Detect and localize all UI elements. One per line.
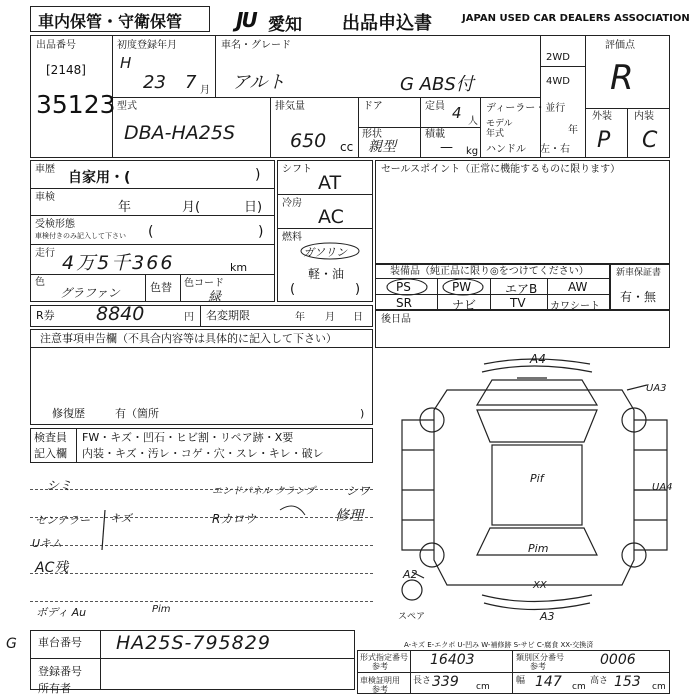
class-sub: 参考 [530, 662, 546, 671]
inspection-month: 月( [182, 200, 201, 215]
receipt-label: 受検形態 [35, 219, 75, 230]
recycle-value: 8840 [96, 303, 145, 325]
warranty-label: 新車保証書 [616, 268, 662, 278]
model-year-unit: 年 [568, 125, 578, 136]
capacity-unit: 人 [468, 116, 478, 127]
height-label: 高さ [590, 676, 609, 686]
owner-label: 所有者 [38, 682, 71, 695]
mark-ua4: UA4 [652, 482, 673, 493]
inspector-label1: 検査員 [34, 431, 67, 444]
chassis-value: HA25S-795829 [116, 632, 271, 654]
color-value: グラファン [60, 286, 120, 300]
history-label: 車歴 [35, 164, 55, 175]
diagram-legend: A-キズ E-エクボ U-凹み W-補修跡 S-サビ C-腐食 XX-交換済 [404, 641, 594, 649]
recycle-label: R券 [36, 309, 55, 322]
form-subtitle: JAPAN USED CAR DEALERS ASSOCIATION [462, 13, 690, 24]
load-value: — [440, 140, 453, 155]
ac-value: AC [318, 206, 344, 228]
name-change-label: 名変期限 [206, 309, 250, 322]
model-label: 車名・グレード [221, 40, 291, 51]
notes-label: 注意事項申告欄（不具合内容等は具体的に記入して下さい） [40, 332, 337, 345]
history-value: 自家用・( [68, 170, 131, 186]
mark-a2: A2 [403, 568, 418, 581]
backs-label: 後日品 [381, 314, 411, 325]
shape-label: 形状 [362, 129, 382, 140]
note-stain: シミ [46, 479, 73, 494]
equip-pw: PW [452, 280, 472, 294]
receipt-note: 車検付きのみ記入して下さい [35, 232, 126, 240]
interior-label: 内装 [634, 111, 654, 122]
class-label: 類別区分番号 [516, 653, 564, 662]
equipment-circles [385, 277, 525, 297]
note-pim: Pim [152, 604, 171, 615]
note-wrinkle: シワ [346, 484, 371, 498]
mileage-value: 4万5千366 [62, 252, 175, 274]
fuel-gasoline: ガソリン [303, 246, 347, 259]
length-label: 長さ [413, 676, 432, 686]
note-r-karou: Rカロウ [212, 512, 257, 526]
inspector-label2: 記入欄 [34, 447, 67, 460]
mileage-unit: km [230, 261, 248, 274]
displacement-unit: cc [340, 140, 354, 154]
lot-label: 出品番号 [36, 40, 76, 51]
doors-label: ドア [363, 101, 383, 112]
shift-label: シフト [282, 164, 312, 175]
lot-small-number: [2148] [46, 63, 86, 77]
model-name: アルト [232, 72, 286, 93]
spec-label: 形式指定番号 [360, 653, 408, 662]
mark-pim: Pim [528, 542, 549, 555]
form-title: 出品申込書 [342, 13, 432, 34]
mark-a4-front: A4 [530, 352, 546, 366]
mark-xx: XX [533, 580, 547, 591]
registration-era: H [120, 54, 132, 72]
repair-label: 修復歴 [52, 407, 85, 420]
spec-sub: 参考 [372, 662, 388, 671]
note-strokes [30, 470, 350, 610]
fuel-diesel: 軽・油 [308, 267, 345, 281]
grade-score-label: 評価点 [605, 40, 635, 51]
ac-label: 冷房 [282, 198, 302, 209]
capacity-label: 定員 [425, 101, 445, 112]
class-value: 0006 [600, 652, 636, 668]
length-value: 339 [432, 674, 459, 690]
name-change-month: 月 [325, 312, 335, 323]
length-unit: cm [476, 682, 490, 692]
margin-mark: G [6, 636, 17, 652]
note-ac: AC残 [35, 560, 69, 576]
cert-sub: 参考 [372, 685, 388, 694]
reg-no-label: 登録番号 [38, 665, 82, 678]
inspection-year: 年 [118, 200, 132, 215]
inspection-day: 日) [244, 200, 263, 215]
displacement-value: 650 [290, 130, 327, 152]
inspector-row1: FW・キズ・凹石・ヒビ割・リペア跡・X要 [82, 431, 294, 444]
handle-label: ハンドル [486, 144, 526, 155]
shape-value: 親型 [368, 139, 396, 155]
backs-box [375, 310, 670, 348]
ju-logo: JU [236, 8, 256, 32]
fuel-circle [300, 242, 360, 260]
registration-month-unit: 月 [200, 85, 210, 96]
load-unit: kg [466, 146, 479, 157]
registration-year: 23 [143, 72, 166, 93]
mark-a3: A3 [540, 610, 555, 623]
width-unit: cm [572, 682, 586, 692]
inspector-row2: 内装・キズ・汚レ・コゲ・穴・スレ・キレ・破レ [82, 447, 324, 460]
exterior-value: P [597, 128, 611, 153]
width-value: 147 [535, 674, 562, 690]
equip-aw: AW [568, 280, 588, 294]
color-change-label: 色替 [150, 281, 172, 294]
mark-ua3: UA3 [646, 383, 667, 394]
spec-value: 16403 [430, 652, 475, 668]
recycle-box [30, 305, 373, 327]
model-year-label: モデル 年式 [486, 119, 513, 139]
equipment-label: 装備品（純正品に限り◎をつけてください） [390, 266, 589, 277]
note-repair: 修理 [335, 508, 363, 524]
fuel-open: ( [290, 282, 296, 297]
registration-month: 7 [185, 72, 197, 93]
height-unit: cm [652, 682, 666, 692]
drive-4wd: 4WD [546, 76, 570, 87]
note-end-panel: エンドパネル クランプ [212, 486, 315, 497]
capacity-value: 4 [452, 104, 462, 122]
receipt-open: ( [148, 224, 154, 240]
type-label: 型式 [117, 101, 137, 112]
load-label: 積載 [425, 129, 445, 140]
inspection-label: 車検 [35, 192, 55, 203]
warranty-options: 有・無 [620, 290, 657, 304]
interior-value: C [642, 128, 658, 153]
equip-sr: SR [396, 296, 412, 310]
mileage-label: 走行 [35, 248, 55, 259]
color-code-label: 色コード [184, 278, 224, 289]
mark-pif: Pif [530, 472, 544, 485]
note-center: センテラー [35, 514, 90, 527]
color-label: 色 [35, 277, 45, 288]
equip-airbag: エアB [505, 282, 538, 296]
shift-value: AT [318, 172, 342, 194]
equip-ps: PS [396, 280, 411, 294]
car-diagram [372, 350, 672, 625]
selling-points-box [375, 160, 670, 264]
equip-seat: カワシート [550, 301, 600, 312]
spare-label: スペア [398, 612, 426, 622]
name-change-day: 日 [353, 312, 363, 323]
width-label: 幅 [516, 676, 526, 686]
drive-2wd: 2WD [546, 52, 570, 63]
repair-close: ) [360, 407, 365, 420]
handle-options: 左・右 [540, 144, 570, 155]
repair-value: 有（箇所 [115, 407, 159, 420]
displacement-label: 排気量 [275, 101, 305, 112]
storage-label: 車内保管・守衛保管 [38, 12, 183, 31]
name-change-year: 年 [295, 312, 305, 323]
cert-label: 車検証明用 [360, 676, 400, 685]
note-ukim: Uキム [32, 537, 62, 550]
receipt-close: ) [258, 224, 264, 240]
model-grade: G ABS付 [400, 74, 474, 95]
org-name: 愛知 [268, 15, 302, 35]
lot-number: 35123 [36, 90, 116, 119]
dealer-label: ディーラー・並行 [486, 103, 566, 114]
registration-label: 初度登録年月 [117, 40, 177, 51]
height-value: 153 [614, 674, 641, 690]
chassis-label: 車台番号 [38, 636, 82, 649]
type-value: DBA-HA25S [124, 122, 236, 144]
equip-tv: TV [510, 296, 526, 310]
fuel-label: 燃料 [282, 232, 302, 243]
history-close: ) [255, 167, 261, 183]
grade-score-value: R [610, 58, 634, 98]
color-code-value: 緑 [208, 290, 222, 305]
equip-navi: ナビ [452, 298, 477, 312]
recycle-unit: 円 [184, 312, 194, 323]
selling-points-label: セールスポイント（正常に機能するものに限ります） [381, 164, 621, 175]
note-body: ボディ Au [36, 606, 87, 619]
fuel-close: ) [355, 282, 361, 297]
note-scratch: キズ [110, 512, 132, 525]
exterior-label: 外装 [592, 111, 612, 122]
